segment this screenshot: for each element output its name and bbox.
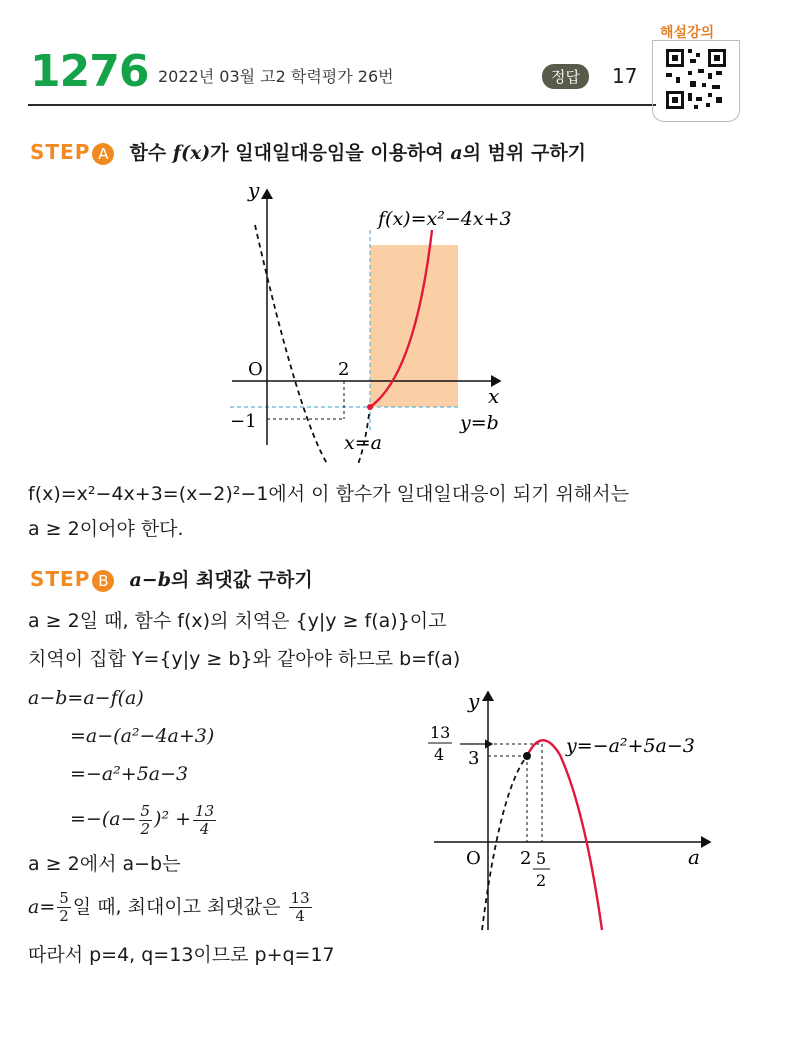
frac-5-2 — [139, 803, 153, 838]
step-a-tag: STEP — [30, 140, 91, 164]
problem-source: 2022년 03월 고2 학력평가 26번 — [158, 67, 394, 86]
step-a-heading — [30, 138, 586, 165]
graph-b — [420, 680, 740, 940]
graph-a-xa-label: x=a — [344, 432, 382, 454]
step-a-title-1: 함수 — [129, 142, 173, 164]
graph-b-tick-13-den: 4 — [434, 745, 445, 764]
graph-b-tick-3: 3 — [468, 748, 480, 769]
step-b-heading — [30, 565, 313, 592]
step-b-line-1: a ≥ 2일 때, 함수 f(x)의 치역은 {y|y ≥ f(a)}이고 — [28, 610, 447, 632]
frac-num: 5 — [59, 889, 69, 907]
graph-a-yb-label: y=b — [460, 412, 499, 434]
step-a-line-1: f(x)=x²−4x+3=(x−2)²−1에서 이 함수가 일대일대응이 되기 위해서는 — [28, 483, 629, 505]
graph-a-curve-label: f(x)=x²−4x+3 — [378, 208, 512, 230]
frac-den: 2 — [59, 907, 69, 925]
problem-number: 1276 — [30, 46, 149, 97]
frac-13-4 — [193, 803, 216, 838]
step-b-badge: B — [92, 570, 114, 592]
graph-a-tick-2: 2 — [338, 359, 350, 380]
graph-a-y-label: y — [248, 178, 260, 202]
step-b-line-2: 치역이 집합 Y={y|y ≥ b}와 같아야 하므로 b=f(a) — [28, 648, 461, 670]
step-a-line-2: a ≥ 2이어야 한다. — [28, 518, 184, 540]
qr-code-frame[interactable] — [652, 40, 740, 122]
line4-b: 일 때, 최대이고 최댓값은 — [72, 896, 281, 918]
graph-a — [220, 175, 540, 465]
step-a-title-2: 가 일대일대응임을 이용하여 — [210, 142, 451, 164]
point-a-fa — [367, 404, 373, 410]
answer-value: 17 — [612, 64, 638, 88]
header-divider — [28, 104, 656, 106]
step-b-eq-1: a−b=a−f(a) — [28, 687, 144, 709]
step-b-line-5: 따라서 p=4, q=13이므로 p+q=17 — [28, 944, 335, 966]
step-b-line-4 — [28, 886, 314, 928]
eq4-right: )² + — [154, 808, 192, 830]
step-b-line-3: a ≥ 2에서 a−b는 — [28, 853, 181, 875]
graph-b-tick-13: 13 — [430, 723, 451, 742]
graph-a-tick-neg1: −1 — [230, 411, 257, 432]
parabola-dashed-part — [255, 225, 370, 465]
step-b-tag: STEP — [30, 567, 91, 591]
frac-num: 5 — [140, 801, 151, 820]
step-a-title-3: 의 범위 구하기 — [462, 142, 587, 164]
step-b-eq-4 — [70, 798, 218, 840]
frac-den: 4 — [199, 819, 210, 838]
frac-13-4-b — [289, 890, 312, 925]
step-b-eq-2: =a−(a²−4a+3) — [70, 725, 215, 747]
graph-b-y-label: y — [468, 689, 480, 713]
qr-label: 해설강의 — [660, 25, 715, 41]
frac-den: 2 — [140, 819, 151, 838]
graph-b-tick-2: 2 — [520, 848, 532, 869]
answer-badge: 정답 — [542, 64, 589, 89]
step-a-title-a: a — [450, 142, 463, 164]
parabola-b-red — [527, 740, 602, 930]
graph-b-curve-label: y=−a²+5a−3 — [566, 735, 695, 757]
graph-b-tick-5-den: 2 — [536, 871, 547, 890]
graph-a-origin: O — [248, 359, 263, 380]
step-b-title-math: a−b — [129, 569, 171, 591]
frac-5-2-b — [57, 890, 71, 925]
frac-num: 13 — [290, 889, 310, 907]
graph-b-tick-5: 5 — [536, 849, 547, 868]
qr-code-icon — [653, 41, 739, 121]
frac-num: 13 — [195, 801, 215, 820]
step-b-title-text: 의 최댓값 구하기 — [171, 569, 313, 591]
frac-den: 4 — [295, 907, 305, 925]
eq4-left: =−(a− — [70, 808, 137, 830]
step-a-title-fx: f(x) — [172, 142, 211, 164]
point-2-3 — [523, 752, 531, 760]
step-b-eq-3: =−a²+5a−3 — [70, 763, 189, 785]
line4-a: a= — [28, 896, 56, 918]
step-a-badge: A — [92, 143, 114, 165]
graph-b-x-label: a — [688, 845, 700, 869]
graph-a-x-label: x — [488, 384, 500, 408]
graph-b-origin: O — [466, 848, 481, 869]
